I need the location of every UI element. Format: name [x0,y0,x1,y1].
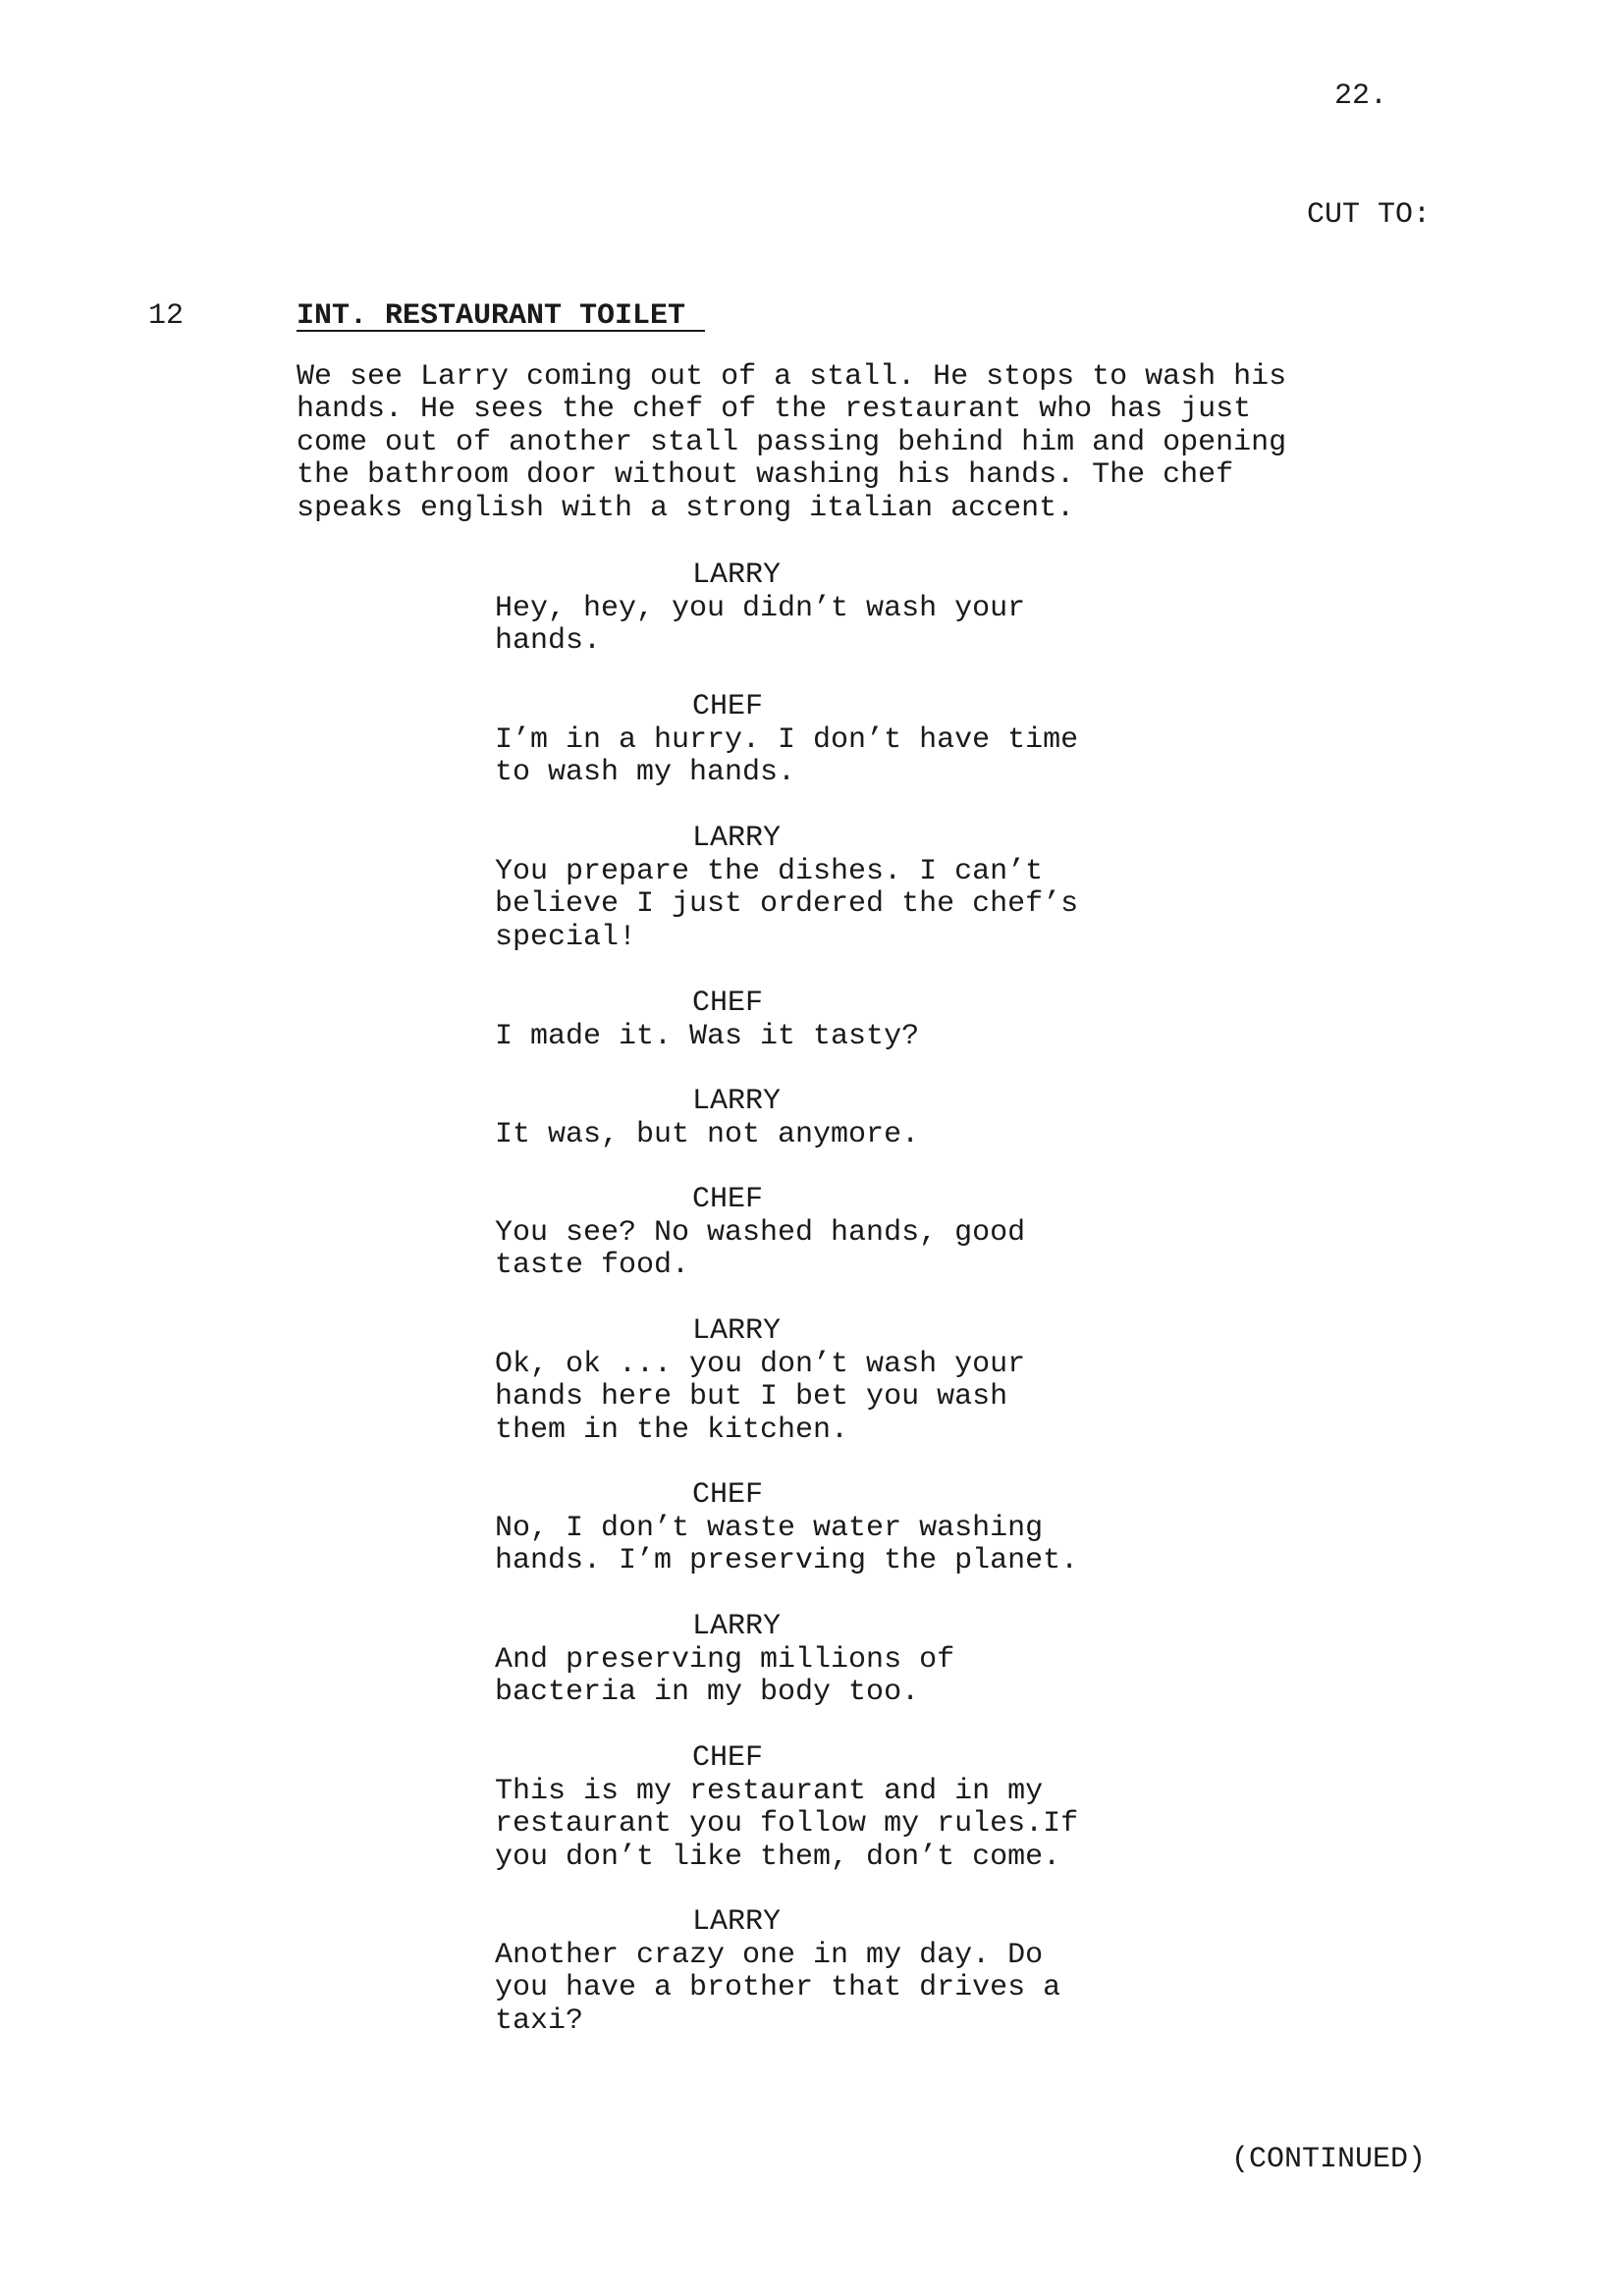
character-name: CHEF [692,1183,764,1216]
character-name: LARRY [692,822,782,855]
dialogue-line: It was, but not anymore. [495,1118,920,1151]
dialogue-line: No, I don’t waste water washing hands. I’m preserving the planet. [495,1512,1079,1578]
character-name: CHEF [692,1741,764,1775]
scene-heading: INT. RESTAURANT TOILET [297,296,705,332]
dialogue-line: Another crazy one in my day. Do you have a brother that drives a taxi? [495,1939,1061,2038]
dialogue-line: You see? No washed hands, good taste food. [495,1216,1026,1283]
continued-marker: (CONTINUED) [1231,2143,1427,2176]
character-name: LARRY [692,559,782,592]
transition-cut-to: CUT TO: [1307,198,1432,232]
character-name: LARRY [692,1314,782,1348]
character-name: LARRY [692,1085,782,1118]
page-number: 22. [1334,80,1388,113]
action-paragraph: We see Larry coming out of a stall. He stops to wash his hands. He sees the chef of the restaurant who has just come out of another stall passing behind him and opening the bathroom door without washing his hands. The chef speaks english with a strong italian accent. [297,360,1287,525]
dialogue-line: Hey, hey, you didn’t wash your hands. [495,592,1026,659]
dialogue-line: I’m in a hurry. I don’t have time to wash my hands. [495,723,1079,790]
dialogue-line: Ok, ok ... you don’t wash your hands here but I bet you wash them in the kitchen. [495,1348,1026,1447]
scene-number: 12 [148,299,185,333]
dialogue-line: You prepare the dishes. I can’t believe I just ordered the chef’s special! [495,855,1079,954]
character-name: LARRY [692,1610,782,1643]
character-name: CHEF [692,1478,764,1512]
dialogue-line: And preserving millions of bacteria in my body too. [495,1643,955,1710]
dialogue-line: This is my restaurant and in my restaurant you follow my rules.If you don’t like them, don’t come. [495,1775,1079,1874]
dialogue-line: I made it. Was it tasty? [495,1020,920,1053]
character-name: CHEF [692,690,764,723]
character-name: LARRY [692,1905,782,1939]
character-name: CHEF [692,987,764,1020]
